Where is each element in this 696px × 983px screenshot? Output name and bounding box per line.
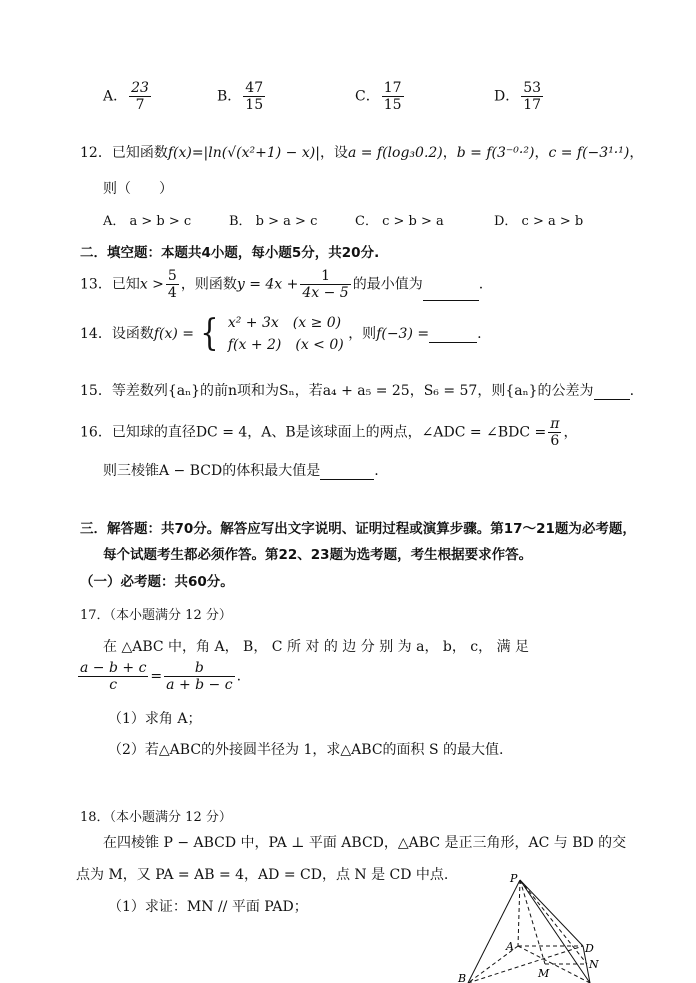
q14-brace: { — [200, 313, 220, 354]
edge-pn — [520, 880, 587, 964]
q14: 14．设函数f(x) = { x² + 3x (x ≥ 0) f(x + 2) (x < 0) ，则f(−3) = . — [80, 313, 482, 354]
q18-line2: 点为 M，又 PA = AB = 4，AD = CD，点 N 是 CD 中点. — [76, 867, 449, 883]
section3-line1: 三．解答题：共70分。解答应写出文字说明、证明过程或演算步骤。第17～21题为必考题， — [80, 521, 636, 537]
q18-line1: 在四棱锥 P − ABCD 中，PA ⊥ 平面 ABCD，△ABC 是正三角形，AC 与 BD 的交 — [103, 835, 627, 851]
q11-option-d: D． $\frac{53}{17}$ — [494, 80, 542, 114]
q17-part2: （2）若△ABC的外接圆半径为 1，求△ABC的面积 S 的最大值. — [108, 742, 504, 758]
edge-pa — [518, 880, 520, 946]
q18-part1: （1）求证：MN // 平面 PAD； — [108, 899, 308, 915]
section2-title: 二．填空题：本题共4小题，每小题5分，共20分. — [80, 245, 380, 261]
q16-line2: 则三棱锥A − BCD的体积最大值是 . — [103, 463, 379, 479]
q12-then: 则（ ） — [103, 181, 173, 197]
q18-header: 18．（本小题满分 12 分） — [80, 810, 232, 825]
section3-line2: 每个试题考生都必须作答。第22、23题为选考题，考生根据要求作答。 — [103, 547, 533, 563]
q15-answer-blank — [594, 399, 630, 400]
q12-stem: 12．已知函数f(x)=|ln(√(x²+1) − x)|，设a = f(log₃0.2)，b = f(3⁻⁰·²)，c = f(−3¹·¹)， — [80, 145, 644, 161]
fig-label-d: D — [585, 942, 594, 955]
q17-line1: 在 △ABC 中，角 A， B， C 所 对 的 边 分 别 为 a， b， c， 满 足 — [103, 639, 530, 655]
q16-answer-blank — [320, 479, 374, 480]
fig-label-m: M — [538, 967, 550, 980]
q12-option-a: A． a > b > c — [103, 214, 192, 229]
q12-option-c: C． c > b > a — [355, 214, 444, 229]
fig-label-n: N — [589, 958, 599, 971]
q15: 15．等差数列{aₙ}的前n项和为Sₙ，若a₄ + a₅ = 25，S₆ = 57，则{aₙ}的公差为 . — [80, 383, 635, 399]
q11-option-a: A． $\frac{23}{7}$ — [103, 80, 149, 114]
q17-equation: $\frac{a - b + c}{c}$ = $\frac{b}{a + b - c}$ . — [80, 660, 242, 694]
q13-answer-blank — [423, 300, 479, 301]
fig-label-p: P — [510, 872, 518, 885]
q12-option-d: D． c > a > b — [494, 214, 584, 229]
fig-label-b: B — [458, 972, 467, 983]
q17-header: 17．（本小题满分 12 分） — [80, 608, 232, 623]
section3-subtitle: （一）必考题：共60分。 — [80, 574, 234, 590]
edge-pb — [468, 880, 520, 983]
q14-answer-blank — [429, 326, 477, 343]
fig-label-a: A — [506, 940, 514, 953]
q16-line1: 16．已知球的直径DC = 4，A、B是该球面上的两点，∠ADC = ∠BDC = $\frac{\pi}{6}$ ， — [80, 416, 578, 450]
q17-part1: （1）求角 A； — [108, 711, 202, 727]
edge-pd — [520, 880, 583, 946]
q12-option-b: B． b > a > c — [229, 214, 318, 229]
edge-pc — [520, 880, 590, 983]
q11-option-b: B． $\frac{47}{15}$ — [217, 80, 264, 114]
edge-bd — [468, 946, 583, 983]
q13: 13．已知x > $\frac{5}{4}$ ，则函数y = 4x + $\frac{1}{4x - 5}$ 的最小值为 . — [80, 268, 484, 302]
q18-pyramid-figure — [450, 868, 630, 983]
q11-option-c: C． $\frac{17}{15}$ — [355, 80, 402, 114]
